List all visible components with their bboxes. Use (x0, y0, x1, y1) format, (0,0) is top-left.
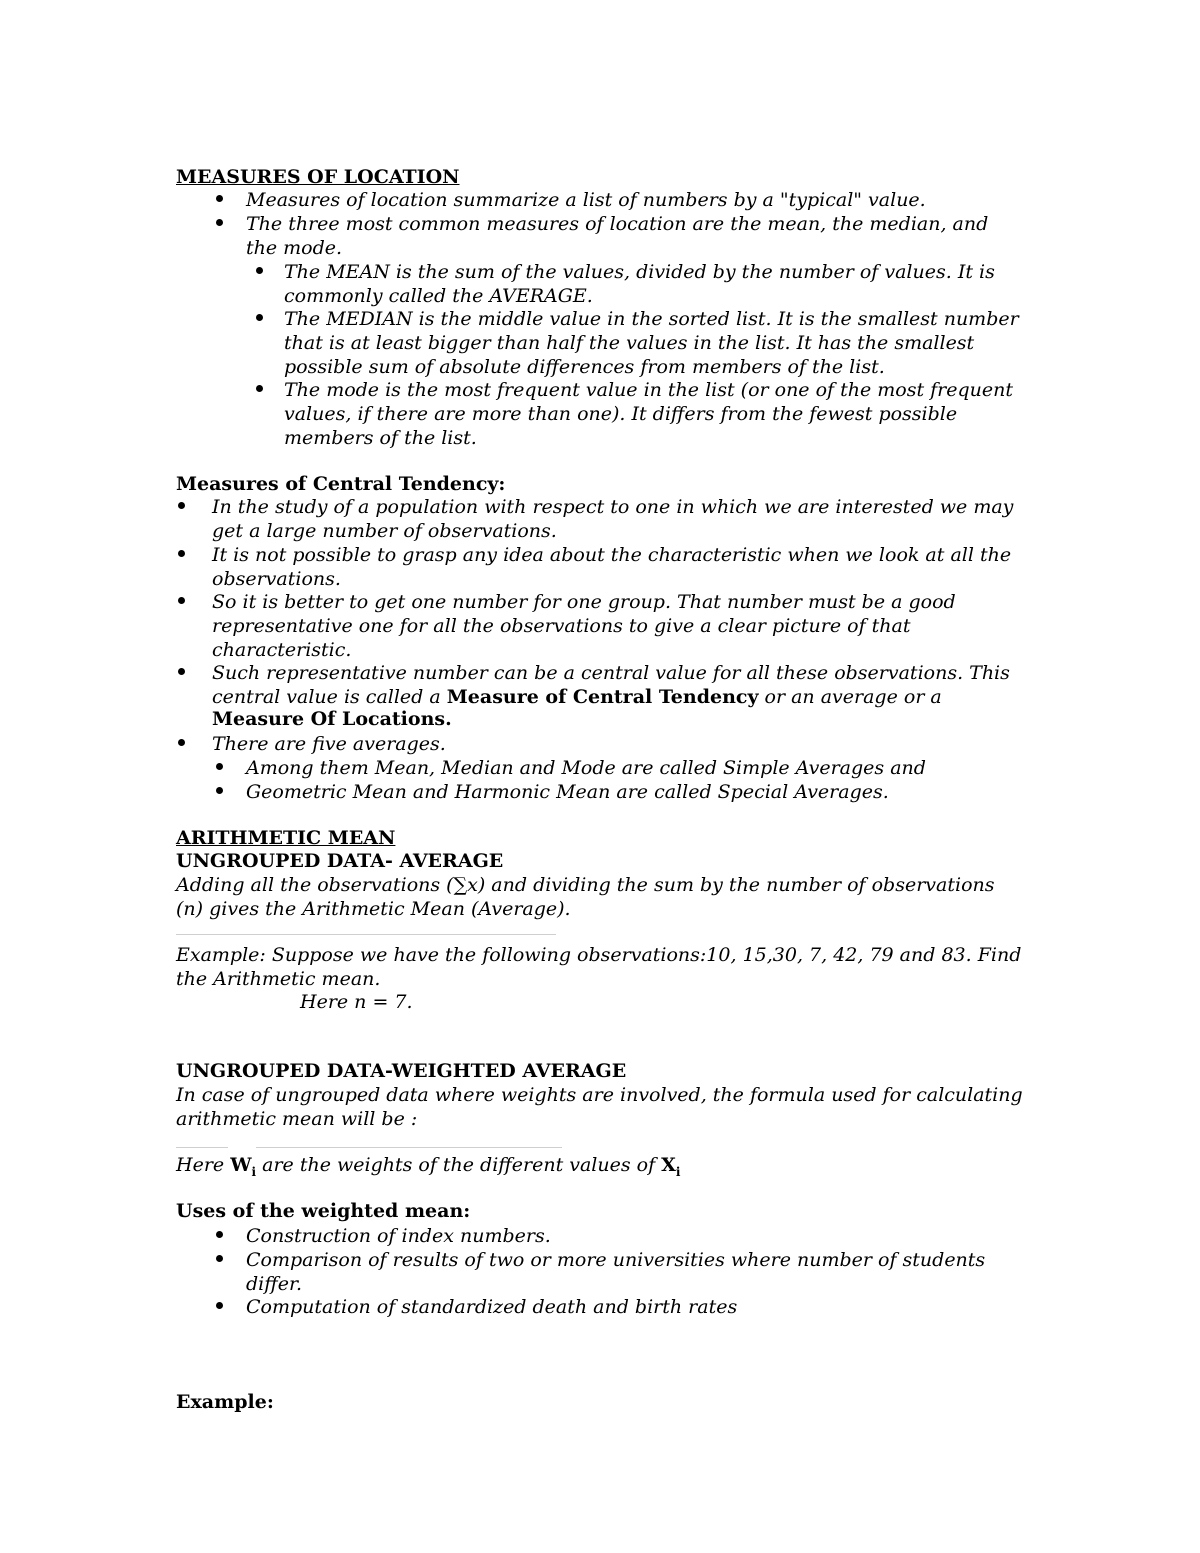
mean-line-1: The MEAN is the sum of the values, divided by the number of values. It is (284, 261, 995, 283)
location-bullet-2-line2: the mode. (246, 237, 343, 259)
bullet-icon (178, 739, 185, 746)
mode-line-2: values, if there are more than one). It differs from the fewest possible (284, 403, 958, 425)
median-line-1: The MEDIAN is the middle value in the sorted list. It is the smallest number (284, 308, 1019, 330)
central-4-line3: Measure Of Locations. (212, 708, 452, 730)
section-heading-weighted-average: UNGROUPED DATA-WEIGHTED AVERAGE (176, 1060, 627, 1082)
weight-subscript: i (251, 1164, 257, 1179)
formula-placeholder-rule (176, 1147, 228, 1148)
median-line-2: that is at least bigger than half the values in the list. It has the smallest (284, 332, 975, 354)
weighted-p-line2: arithmetic mean will be : (176, 1108, 418, 1130)
bullet-icon (178, 597, 185, 604)
central-5-sub2: Geometric Mean and Harmonic Mean are called Special Averages. (246, 781, 889, 803)
uses-item-2-line2: differ. (246, 1273, 302, 1295)
weight-symbol: W (230, 1154, 252, 1176)
central-3-line2: representative one for all the observations to give a clear picture of that (212, 615, 911, 637)
mode-line-3: members of the list. (284, 427, 477, 449)
bullet-icon (216, 1255, 223, 1262)
uses-item-1: Construction of index numbers. (246, 1225, 551, 1247)
central-1-line2: get a large number of observations. (212, 520, 557, 542)
central-2-line2: observations. (212, 568, 341, 590)
central-3-line3: characteristic. (212, 639, 352, 661)
uses-item-2-line1: Comparison of results of two or more universities where number of students (246, 1249, 986, 1271)
example-line3: Here n = 7. (300, 991, 413, 1013)
central-4-line2-a: central value is called a (212, 686, 441, 708)
here-text-b: are the weights of the different values of (256, 1154, 662, 1176)
location-bullet-2-line1: The three most common measures of location are the mean, the median, and (246, 213, 989, 235)
central-4-line1: Such representative number can be a central value for all these observations. This (212, 662, 1010, 684)
formula-placeholder-rule (176, 934, 556, 935)
weighted-p-line1: In case of ungrouped data where weights are involved, the formula used for calculating (176, 1084, 1023, 1106)
bullet-icon (256, 267, 263, 274)
central-4-line2 (212, 685, 942, 709)
uses-item-3: Computation of standardized death and birth rates (246, 1296, 738, 1318)
bullet-icon (178, 502, 185, 509)
section-heading-arithmetic-mean: ARITHMETIC MEAN (176, 827, 396, 849)
section-heading-uses: Uses of the weighted mean: (176, 1200, 471, 1222)
median-line-3: possible sum of absolute differences from members of the list. (284, 356, 885, 378)
weighted-here-line (176, 1153, 680, 1184)
arith-p1-line1: Adding all the observations (∑x) and dividing the sum by the number of observations (176, 874, 995, 896)
central-5-sub1: Among them Mean, Median and Mode are called Simple Averages and (246, 757, 926, 779)
bullet-icon (216, 1302, 223, 1309)
value-symbol: X (661, 1154, 676, 1176)
bullet-icon (216, 1231, 223, 1238)
central-5: There are five averages. (212, 733, 446, 755)
bullet-icon (256, 314, 263, 321)
bullet-icon (216, 195, 223, 202)
here-text-a: Here (176, 1154, 231, 1176)
bullet-icon (178, 550, 185, 557)
central-2-line1: It is not possible to grasp any idea about the characteristic when we look at all the (212, 544, 1012, 566)
value-subscript: i (675, 1164, 681, 1179)
bullet-icon (178, 668, 185, 675)
bullet-icon (216, 787, 223, 794)
section-heading-location: MEASURES OF LOCATION (176, 166, 460, 188)
arith-p1-line2: (n) gives the Arithmetic Mean (Average). (176, 898, 571, 920)
section-heading-example: Example: (176, 1391, 274, 1413)
example-line2: the Arithmetic mean. (176, 968, 381, 990)
section-heading-central-tendency: Measures of Central Tendency: (176, 473, 506, 495)
central-4-line2-c: or an average or a (764, 686, 942, 708)
bullet-icon (216, 219, 223, 226)
location-bullet-1: Measures of location summarize a list of numbers by a "typical" value. (246, 189, 926, 211)
central-1-line1: In the study of a population with respect to one in which we are interested we may (212, 496, 1014, 518)
bullet-icon (256, 385, 263, 392)
mean-line-2: commonly called the AVERAGE. (284, 285, 593, 307)
subheading-ungrouped-average: UNGROUPED DATA- AVERAGE (176, 850, 504, 872)
central-3-line1: So it is better to get one number for one group. That number must be a good (212, 591, 956, 613)
central-4-line2-bold: Measure of Central Tendency (446, 686, 759, 708)
formula-placeholder-rule (256, 1147, 562, 1148)
example-line1: Example: Suppose we have the following observations:10, 15,30, 7, 42, 79 and 83. Find (176, 944, 1022, 966)
mode-line-1: The mode is the most frequent value in the list (or one of the most frequent (284, 379, 1014, 401)
bullet-icon (216, 763, 223, 770)
